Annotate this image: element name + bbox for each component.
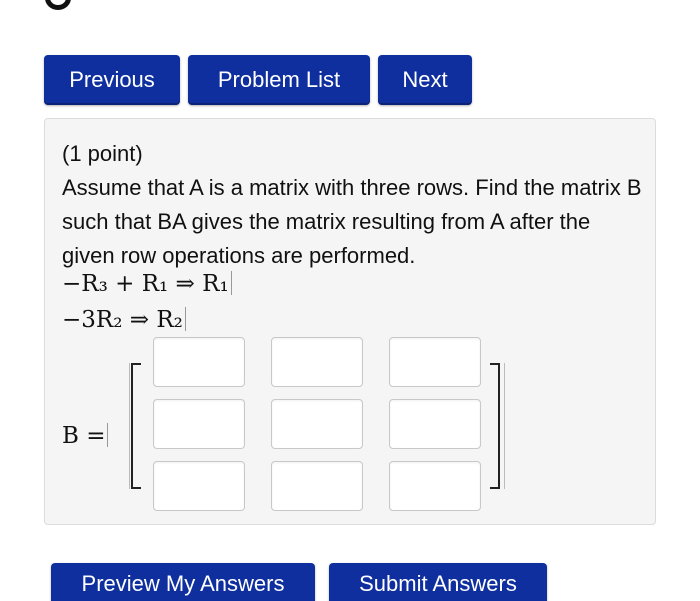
problem-list-button[interactable]: Problem List <box>188 55 370 105</box>
matrix-cell-r1c3[interactable] <box>389 337 481 387</box>
points-label: (1 point) <box>62 141 143 166</box>
matrix-cell-r2c2[interactable] <box>271 399 363 449</box>
matrix-cell-r3c2[interactable] <box>271 461 363 511</box>
matrix-cell-r2c3[interactable] <box>389 399 481 449</box>
cutoff-heading-glyph <box>45 0 71 10</box>
matrix-label-text: B = <box>62 423 106 449</box>
row-operation-1-text: −R₃ + R₁ ⇒ R₁ <box>62 271 229 297</box>
left-bracket <box>131 363 141 489</box>
problem-navigation <box>44 55 472 105</box>
right-bracket <box>490 363 500 489</box>
math-cursor <box>107 423 108 447</box>
problem-statement: Assume that A is a matrix with three rows. Find the matrix B such that BA gives the matrix resulting from A after the given row operations are performed. <box>62 175 642 268</box>
row-operation-1 <box>62 271 232 297</box>
matrix-cell-r2c1[interactable] <box>153 399 245 449</box>
matrix-cell-r3c3[interactable] <box>389 461 481 511</box>
bracket-guide-right <box>504 363 505 489</box>
preview-answers-button[interactable]: Preview My Answers <box>51 563 315 601</box>
matrix-cell-r1c2[interactable] <box>271 337 363 387</box>
previous-button[interactable]: Previous <box>44 55 180 105</box>
problem-text <box>62 137 642 273</box>
problem-panel <box>44 118 656 525</box>
matrix-cell-r1c1[interactable] <box>153 337 245 387</box>
row-operation-2-text: −3R₂ ⇒ R₂ <box>62 307 183 333</box>
bracket-guide-left <box>129 363 130 489</box>
matrix-cell-r3c1[interactable] <box>153 461 245 511</box>
math-cursor <box>231 271 232 295</box>
answer-actions <box>51 563 547 601</box>
math-cursor <box>185 307 186 331</box>
matrix-label <box>62 423 108 449</box>
submit-answers-button[interactable]: Submit Answers <box>329 563 547 601</box>
matrix-b-grid <box>153 337 481 511</box>
row-operation-2 <box>62 307 186 333</box>
next-button[interactable]: Next <box>378 55 472 105</box>
